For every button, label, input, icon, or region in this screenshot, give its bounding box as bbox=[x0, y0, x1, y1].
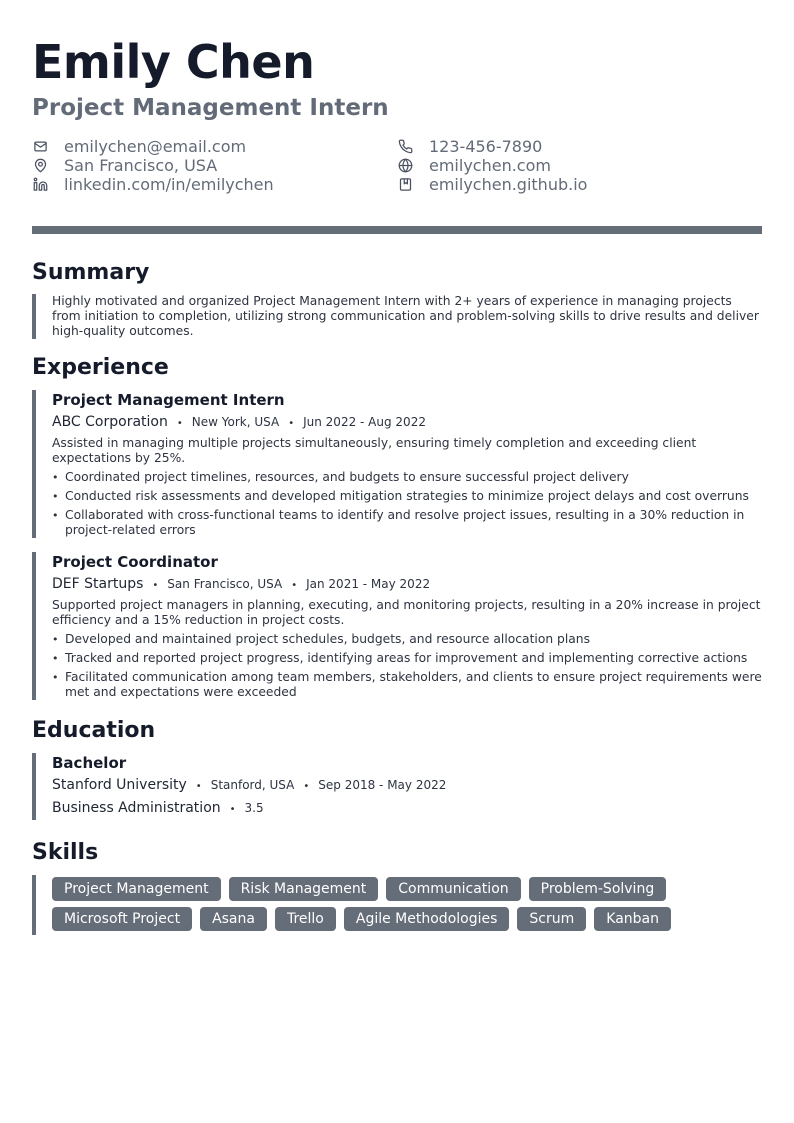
skill-tag: Asana bbox=[200, 907, 267, 931]
skill-tag: Trello bbox=[275, 907, 336, 931]
separator-dot: • bbox=[303, 781, 310, 792]
job-bullet: • Tracked and reported project progress, identifying areas for improvement and implementing corrective actions bbox=[52, 651, 762, 666]
skill-tag: Microsoft Project bbox=[52, 907, 192, 931]
separator-dot: • bbox=[195, 781, 202, 792]
contact-linkedin-text: linkedin.com/in/emilychen bbox=[64, 174, 274, 194]
skill-tag: Problem-Solving bbox=[529, 877, 667, 901]
education-field-line bbox=[52, 800, 762, 818]
separator-dot: • bbox=[152, 580, 159, 591]
skill-tag: Communication bbox=[386, 877, 520, 901]
bookmark-icon bbox=[397, 176, 413, 192]
job-company: DEF Startups bbox=[52, 576, 144, 592]
skill-tag: Agile Methodologies bbox=[344, 907, 510, 931]
phone-icon bbox=[397, 138, 413, 154]
education-dates: Sep 2018 - May 2022 bbox=[318, 778, 447, 792]
header-divider bbox=[32, 226, 762, 234]
job-dates: Jan 2021 - May 2022 bbox=[306, 577, 431, 591]
job-description: Supported project managers in planning, executing, and monitoring projects, resulting in a 20% increase in project efficiency and a 15% reduction in project costs. bbox=[52, 598, 761, 627]
map-pin-icon bbox=[32, 157, 48, 173]
job-bullet: • Facilitated communication among team members, stakeholders, and clients to ensure project requirements were met and expectations were exceeded bbox=[52, 670, 762, 700]
summary-heading: Summary bbox=[32, 260, 150, 285]
skill-tag: Kanban bbox=[594, 907, 671, 931]
skills-list bbox=[32, 875, 762, 935]
skills-section bbox=[32, 840, 762, 935]
globe-icon bbox=[397, 157, 413, 173]
experience-item bbox=[32, 552, 762, 700]
contact-phone-text: 123-456-7890 bbox=[429, 136, 543, 156]
education-heading: Education bbox=[32, 718, 156, 743]
skill-tag: Risk Management bbox=[229, 877, 379, 901]
job-bullets bbox=[52, 632, 762, 700]
job-meta bbox=[52, 414, 762, 432]
contact-email[interactable] bbox=[32, 137, 397, 155]
contact-phone[interactable] bbox=[397, 137, 762, 155]
job-bullets bbox=[52, 470, 762, 538]
job-location: San Francisco, USA bbox=[167, 577, 283, 591]
experience-section bbox=[32, 355, 762, 700]
contact-email-text: emilychen@email.com bbox=[64, 136, 247, 156]
job-bullet: • Conducted risk assessments and developed mitigation strategies to minimize project delays and cost overruns bbox=[52, 489, 762, 504]
education-field: Business Administration bbox=[52, 800, 221, 816]
job-meta bbox=[52, 576, 762, 594]
education-item bbox=[32, 753, 762, 820]
experience-item bbox=[32, 390, 762, 538]
summary-text: Highly motivated and organized Project Management Intern with 2+ years of experience in managing projects from initiation to completion, utilizing strong communication and problem-solving skills to drive results and deliver high-quality outcomes. bbox=[32, 294, 762, 339]
separator-dot: • bbox=[229, 804, 236, 815]
contact-github[interactable] bbox=[397, 175, 762, 193]
skill-tag: Project Management bbox=[52, 877, 221, 901]
education-degree: Bachelor bbox=[52, 754, 127, 772]
job-location: New York, USA bbox=[191, 415, 280, 429]
job-description: Assisted in managing multiple projects simultaneously, ensuring timely completion and exceeding client expectations by 25%. bbox=[52, 436, 697, 465]
contact-website[interactable] bbox=[397, 156, 762, 174]
education-school: Stanford University bbox=[52, 777, 187, 793]
job-bullet: • Collaborated with cross-functional teams to identify and resolve project issues, resulting in a 30% reduction in project-related errors bbox=[52, 508, 762, 538]
job-company: ABC Corporation bbox=[52, 414, 168, 430]
skills-heading: Skills bbox=[32, 840, 99, 865]
summary-section bbox=[32, 260, 762, 339]
education-section bbox=[32, 718, 762, 820]
candidate-name: Emily Chen bbox=[32, 35, 315, 89]
education-gpa: 3.5 bbox=[244, 801, 264, 815]
linkedin-icon bbox=[32, 176, 48, 192]
contact-linkedin[interactable] bbox=[32, 175, 397, 193]
skill-tag: Scrum bbox=[517, 907, 586, 931]
candidate-title: Project Management Intern bbox=[32, 95, 389, 121]
separator-dot: • bbox=[288, 418, 295, 429]
contact-location-text: San Francisco, USA bbox=[64, 155, 218, 175]
education-meta bbox=[52, 777, 762, 795]
mail-icon bbox=[32, 138, 48, 154]
job-title: Project Coordinator bbox=[52, 553, 218, 571]
job-title: Project Management Intern bbox=[52, 391, 285, 409]
job-bullet: • Developed and maintained project schedules, budgets, and resource allocation plans bbox=[52, 632, 762, 647]
job-dates: Jun 2022 - Aug 2022 bbox=[303, 415, 426, 429]
contact-website-text: emilychen.com bbox=[429, 155, 551, 175]
separator-dot: • bbox=[176, 418, 183, 429]
contact-location bbox=[32, 156, 397, 174]
contact-info bbox=[32, 137, 762, 193]
experience-heading: Experience bbox=[32, 355, 169, 380]
education-location: Stanford, USA bbox=[210, 778, 295, 792]
contact-github-text: emilychen.github.io bbox=[429, 174, 588, 194]
separator-dot: • bbox=[291, 580, 298, 591]
job-bullet: • Coordinated project timelines, resources, and budgets to ensure successful project delivery bbox=[52, 470, 762, 485]
